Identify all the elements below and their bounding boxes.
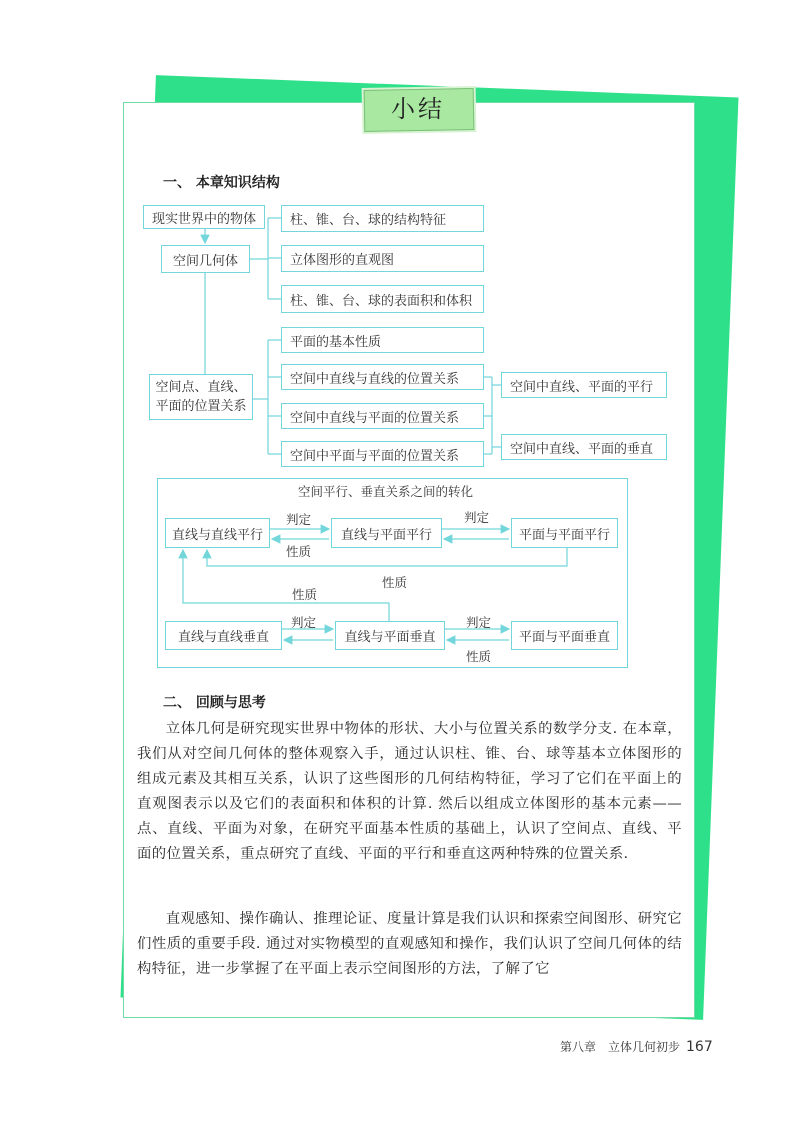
section-heading-review: 二、 回顾与思考 [163,695,266,711]
box-lp-perp: 直线与平面垂直 [335,621,445,650]
page-footer [560,1038,713,1055]
box-line-line: 空间中直线与直线的位置关系 [281,364,484,390]
box-spatial-solids: 空间几何体 [161,245,250,273]
box-perpendicular: 空间中直线、平面的垂直 [501,434,667,460]
box-pp-perp: 平面与平面垂直 [511,621,618,650]
chapter-label: 第八章 立体几何初步 [560,1040,681,1054]
box-line-plane: 空间中直线与平面的位置关系 [281,403,484,429]
box-area-volume: 柱、锥、台、球的表面积和体积 [281,285,484,313]
box-intuitive-diagram: 立体图形的直观图 [281,245,484,272]
label-judge-4: 判定 [466,615,492,630]
box-structure-features: 柱、锥、台、球的结构特征 [281,205,484,232]
position-line-1: 空间点、直线、 [155,380,247,395]
box-ll-parallel: 直线与直线平行 [165,518,270,548]
box-plane-plane: 空间中平面与平面的位置关系 [281,441,484,467]
label-property-1: 性质 [286,544,312,559]
box-ll-perp: 直线与直线垂直 [165,621,282,650]
box-real-objects: 现实世界中的物体 [143,205,265,229]
label-judge-2: 判定 [464,510,490,525]
box-lp-parallel: 直线与平面平行 [331,518,442,548]
label-property-2: 性质 [382,575,408,590]
label-property-3: 性质 [292,587,318,602]
label-property-4: 性质 [466,649,492,664]
box-basic-properties: 平面的基本性质 [281,327,484,353]
label-judge-1: 判定 [286,512,312,527]
section-heading-structure: 一、 本章知识结构 [163,175,280,191]
relation-title: 空间平行、垂直关系之间的转化 [298,484,474,499]
box-parallel: 空间中直线、平面的平行 [501,372,667,398]
page-title: 小结 [391,95,445,123]
box-position-relations [149,374,253,420]
page-number: 167 [686,1039,713,1055]
paragraph-1: 立体几何是研究现实世界中物体的形状、大小与位置关系的数学分支. 在本章，我们从对空间几何体的整体观察入手，通过认识柱、锥、台、球等基本立体图形的组成元素及其相互关系，认识了这些图形的几何结构特征，学习了它们在平面上的直观图表示以及它们的表面积和体积的计算. 然后以组成立体图形的基本元素——点、直线、平面为对象，在研究平面基本性质的基础上，认识了空间点、直线、平面的位置关系，重点研究了直线、平面的平行和垂直这两种特殊的位置关系. [137,721,682,862]
box-pp-parallel: 平面与平面平行 [511,518,618,548]
position-line-2: 平面的位置关系 [155,399,247,414]
paragraph-2: 直观感知、操作确认、推理论证、度量计算是我们认识和探索空间图形、研究它们性质的重要手段. 通过对实物模型的直观感知和操作，我们认识了空间几何体的结构特征，进一步掌握了在平面上表示空间图形的方法，了解了它 [137,911,682,977]
label-judge-3: 判定 [291,615,317,630]
